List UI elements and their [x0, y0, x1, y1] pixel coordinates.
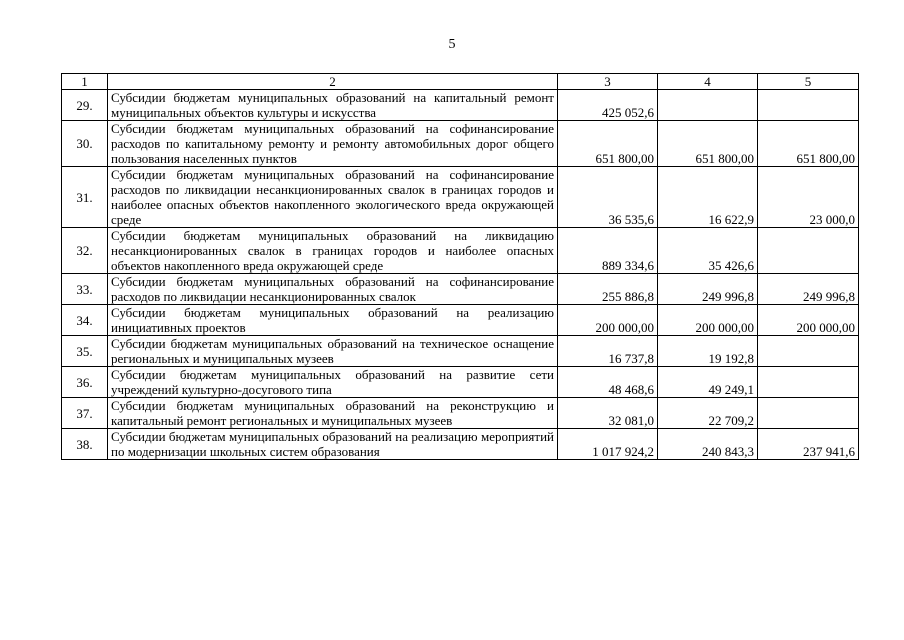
column-header: 4	[658, 74, 758, 90]
value-col3: 889 334,6	[558, 228, 658, 274]
value-col4: 240 843,3	[658, 429, 758, 460]
value-col5: 23 000,0	[758, 167, 859, 228]
value-col4: 249 996,8	[658, 274, 758, 305]
row-description: Субсидии бюджетам муниципальных образований на реализацию мероприятий по модернизации школьных систем образования	[108, 429, 558, 460]
row-number: 36.	[62, 367, 108, 398]
value-col3: 36 535,6	[558, 167, 658, 228]
row-number: 29.	[62, 90, 108, 121]
page-number: 5	[448, 37, 456, 52]
row-number: 30.	[62, 121, 108, 167]
row-description: Субсидии бюджетам муниципальных образований на техническое оснащение региональных и муниципальных музеев	[108, 336, 558, 367]
value-col5	[758, 336, 859, 367]
table-row	[62, 398, 859, 429]
table-header-row	[62, 74, 859, 90]
value-col4: 16 622,9	[658, 167, 758, 228]
value-col5: 651 800,00	[758, 121, 859, 167]
row-number: 33.	[62, 274, 108, 305]
row-description: Субсидии бюджетам муниципальных образований на софинансирование расходов по капитальному ремонту и ремонту автомобильных дорог общего пользования населенных пунктов	[108, 121, 558, 167]
row-description: Субсидии бюджетам муниципальных образований на развитие сети учреждений культурно-досугового типа	[108, 367, 558, 398]
value-col5: 249 996,8	[758, 274, 859, 305]
table-row	[62, 274, 859, 305]
row-number: 35.	[62, 336, 108, 367]
value-col3: 48 468,6	[558, 367, 658, 398]
value-col3: 255 886,8	[558, 274, 658, 305]
row-description: Субсидии бюджетам муниципальных образований на софинансирование расходов по ликвидации несанкционированных свалок	[108, 274, 558, 305]
table-row	[62, 336, 859, 367]
value-col3: 1 017 924,2	[558, 429, 658, 460]
value-col5	[758, 398, 859, 429]
row-description: Субсидии бюджетам муниципальных образований на софинансирование расходов по ликвидации несанкционированных свалок в границах городов и наиболее опасных объектов накопленного экологического вреда окружающей среде	[108, 167, 558, 228]
row-number: 37.	[62, 398, 108, 429]
value-col5	[758, 228, 859, 274]
table-row	[62, 167, 859, 228]
table-row	[62, 90, 859, 121]
value-col4: 35 426,6	[658, 228, 758, 274]
column-header: 2	[108, 74, 558, 90]
subsidies-table	[61, 73, 859, 460]
column-header: 1	[62, 74, 108, 90]
column-header: 3	[558, 74, 658, 90]
value-col3: 425 052,6	[558, 90, 658, 121]
column-header: 5	[758, 74, 859, 90]
value-col5	[758, 90, 859, 121]
value-col4: 651 800,00	[658, 121, 758, 167]
row-number: 38.	[62, 429, 108, 460]
value-col5: 237 941,6	[758, 429, 859, 460]
value-col3: 651 800,00	[558, 121, 658, 167]
table-row	[62, 429, 859, 460]
value-col4	[658, 90, 758, 121]
table-row	[62, 305, 859, 336]
value-col3: 32 081,0	[558, 398, 658, 429]
value-col4: 22 709,2	[658, 398, 758, 429]
row-number: 31.	[62, 167, 108, 228]
value-col3: 200 000,00	[558, 305, 658, 336]
row-number: 34.	[62, 305, 108, 336]
value-col5	[758, 367, 859, 398]
row-description: Субсидии бюджетам муниципальных образований на реконструкцию и капитальный ремонт региональных и муниципальных музеев	[108, 398, 558, 429]
row-description: Субсидии бюджетам муниципальных образований на ликвидацию несанкционированных свалок в границах городов и наиболее опасных объектов накопленного вреда окружающей среде	[108, 228, 558, 274]
value-col5: 200 000,00	[758, 305, 859, 336]
row-number: 32.	[62, 228, 108, 274]
row-description: Субсидии бюджетам муниципальных образований на реализацию инициативных проектов	[108, 305, 558, 336]
table-row	[62, 367, 859, 398]
table-row	[62, 121, 859, 167]
value-col4: 49 249,1	[658, 367, 758, 398]
value-col4: 19 192,8	[658, 336, 758, 367]
table-row	[62, 228, 859, 274]
value-col4: 200 000,00	[658, 305, 758, 336]
row-description: Субсидии бюджетам муниципальных образований на капитальный ремонт муниципальных объектов культуры и искусства	[108, 90, 558, 121]
value-col3: 16 737,8	[558, 336, 658, 367]
